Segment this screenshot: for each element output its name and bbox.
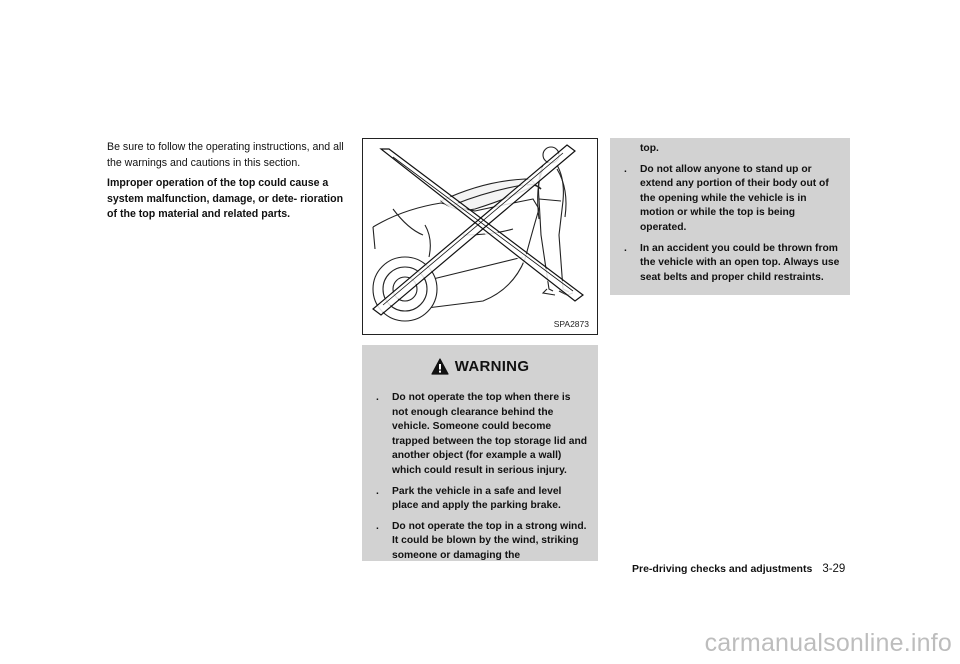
warning-text: Do not allow anyone to stand up or extend any portion of their body out of the opening while the vehicle is in motion or while the top is being operated. — [640, 163, 829, 233]
warning-header — [372, 355, 588, 377]
warning-text: Park the vehicle in a safe and level place and apply the parking brake. — [392, 485, 562, 512]
bullet-marker: . — [624, 242, 627, 254]
bullet-marker: . — [376, 392, 379, 403]
warning-continued-box — [610, 138, 850, 295]
prohibited-illustration — [362, 138, 598, 335]
bullet-marker: . — [376, 520, 379, 532]
damage-caution-paragraph: Improper operation of the top could cause a system malfunction, damage, or dete- rioration of the top material and related parts. — [107, 177, 344, 220]
warning-box — [362, 345, 598, 561]
watermark: carmanualsonline.info — [704, 629, 952, 657]
page-number: 3-29 — [822, 563, 846, 575]
list-item — [620, 163, 840, 236]
list-item — [620, 242, 840, 286]
list-item — [372, 391, 588, 479]
list-item — [372, 520, 588, 564]
warning-text: Do not operate the top when there is not enough clearance behind the vehicle. Someone could become trapped between the top storage lid and another object (for example a wall) which could result in serious injury. — [392, 392, 588, 476]
page-footer — [632, 563, 845, 575]
warning-list-continued — [620, 163, 840, 286]
list-item — [372, 485, 588, 514]
bullet-marker: . — [376, 485, 379, 497]
bullet-marker: . — [624, 163, 627, 175]
intro-column — [107, 140, 350, 228]
car-top-person-drawing — [363, 139, 596, 333]
warning-list — [372, 391, 588, 564]
warning-triangle-icon — [431, 358, 449, 375]
warning-title: WARNING — [454, 357, 530, 375]
warning-text: In an accident you could be thrown from the vehicle with an open top. Always use seat belts and proper child restraints. — [640, 242, 840, 283]
section-title: Pre-driving checks and adjustments — [632, 563, 813, 575]
figure-code: SPA2873 — [553, 319, 589, 329]
continued-text: top. — [640, 143, 659, 154]
intro-paragraph: Be sure to follow the operating instructions, and all the warnings and cautions in this section. — [107, 141, 344, 169]
warning-text: Do not operate the top in a strong wind. It could be blown by the wind, striking someone or damaging the — [392, 520, 587, 561]
